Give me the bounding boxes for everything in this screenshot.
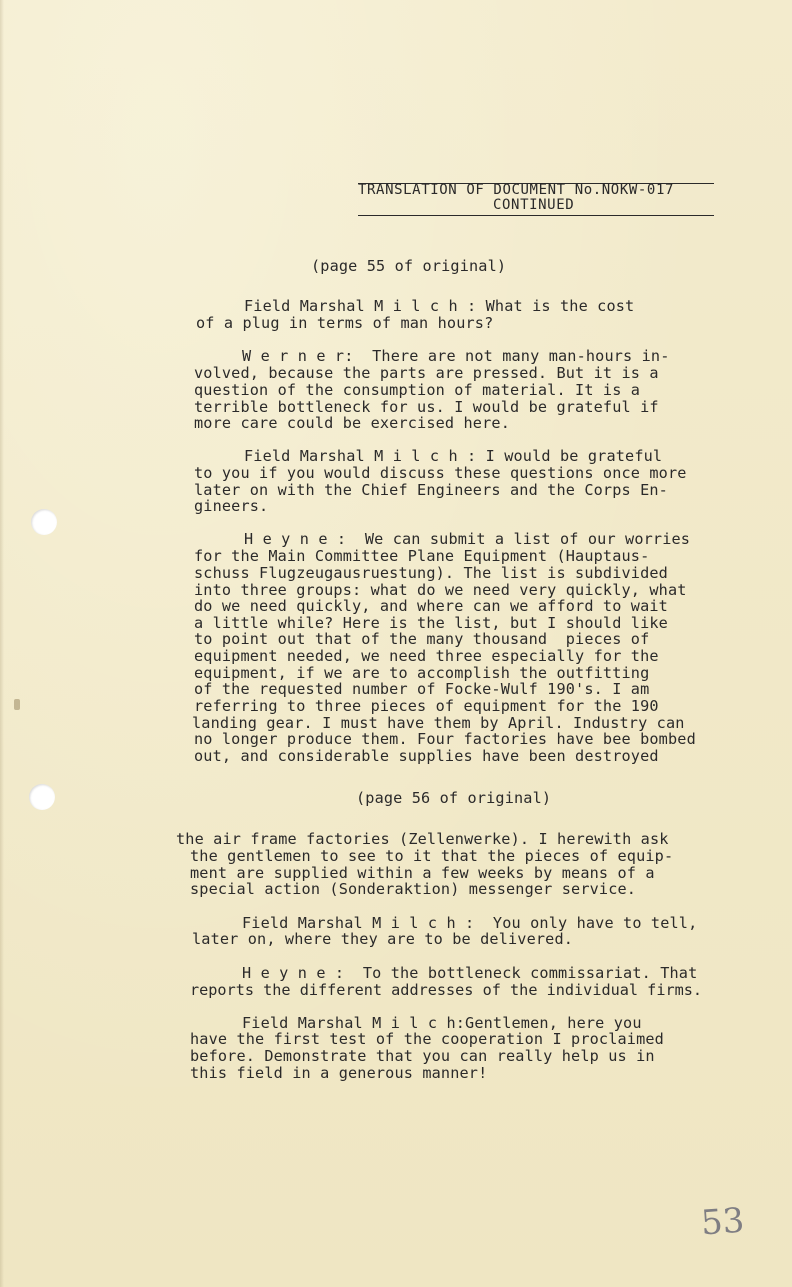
paragraph-line: do we need quickly, and where can we afford to wait bbox=[194, 597, 668, 615]
paragraph-line: before. Demonstrate that you can really help us in bbox=[190, 1047, 655, 1065]
paragraph-line: of a plug in terms of man hours? bbox=[196, 314, 494, 332]
paragraph-line: Field Marshal M i l c h:Gentlemen, here you bbox=[242, 1014, 642, 1032]
paragraph-line: later on, where they are to be delivered. bbox=[192, 930, 574, 948]
paragraph-line: equipment, if we are to accomplish the outfitting bbox=[194, 664, 650, 682]
paragraph-line: volved, because the parts are pressed. But it is a bbox=[194, 364, 659, 382]
punch-hole bbox=[29, 784, 55, 810]
paragraph-line: to point out that of the many thousand pieces of bbox=[194, 630, 650, 648]
paragraph-line: H e y n e : To the bottleneck commissariat. That bbox=[242, 964, 698, 982]
paragraph-line: into three groups: what do we need very quickly, what bbox=[194, 581, 687, 599]
paragraph-line: question of the consumption of material. It is a bbox=[194, 381, 641, 399]
paragraph-line: the air frame factories (Zellenwerke). I herewith ask bbox=[176, 830, 669, 848]
paragraph-line: to you if you would discuss these questions once more bbox=[194, 464, 687, 482]
paragraph-line: H e y n e : We can submit a list of our worries bbox=[244, 530, 691, 548]
document-title: TRANSLATION OF DOCUMENT No.NOKW-017 bbox=[358, 182, 675, 198]
paragraph-line: special action (Sonderaktion) messenger service. bbox=[190, 880, 637, 898]
paragraph-line: a little while? Here is the list, but I should like bbox=[194, 614, 668, 632]
paragraph-line: W e r n e r: There are not many man-hours in- bbox=[242, 347, 670, 365]
document-subtitle: CONTINUED bbox=[493, 197, 575, 213]
paragraph-line: later on with the Chief Engineers and the Corps En- bbox=[194, 481, 668, 499]
paragraph-line: landing gear. I must have them by April. Industry can bbox=[192, 714, 685, 732]
page-marker-original: (page 55 of original) bbox=[311, 257, 507, 275]
paragraph-line: reports the different addresses of the individual firms. bbox=[190, 981, 703, 999]
page-edge-shadow bbox=[0, 0, 4, 1287]
paragraph-line: gineers. bbox=[194, 497, 269, 515]
paragraph-line: Field Marshal M i l c h : What is the cost bbox=[244, 297, 635, 315]
paragraph-line: referring to three pieces of equipment for the 190 bbox=[194, 697, 659, 715]
paragraph-line: have the first test of the cooperation I proclaimed bbox=[190, 1030, 664, 1048]
paragraph-line: ment are supplied within a few weeks by means of a bbox=[190, 864, 655, 882]
paragraph-line: out, and considerable supplies have been destroyed bbox=[194, 747, 659, 765]
paragraph-line: this field in a generous manner! bbox=[190, 1064, 488, 1082]
paragraph-line: for the Main Committee Plane Equipment (Hauptaus- bbox=[194, 547, 650, 565]
header-bottom-rule bbox=[358, 215, 714, 216]
paragraph-line: terrible bottleneck for us. I would be grateful if bbox=[194, 398, 659, 416]
page-marker-original: (page 56 of original) bbox=[356, 789, 552, 807]
paragraph-line: the gentlemen to see to it that the pieces of equip- bbox=[190, 847, 674, 865]
paper-blemish bbox=[14, 699, 20, 710]
paragraph-line: Field Marshal M i l c h : You only have to tell, bbox=[242, 914, 698, 932]
handwritten-page-number: 53 bbox=[699, 1200, 746, 1244]
paragraph-line: schuss Flugzeugausruestung). The list is subdivided bbox=[194, 564, 668, 582]
paragraph-line: no longer produce them. Four factories have bee bombed bbox=[194, 730, 696, 748]
punch-hole bbox=[31, 509, 57, 535]
paragraph-line: of the requested number of Focke-Wulf 190's. I am bbox=[194, 680, 650, 698]
paragraph-line: equipment needed, we need three especially for the bbox=[194, 647, 659, 665]
paragraph-line: more care could be exercised here. bbox=[194, 414, 510, 432]
paragraph-line: Field Marshal M i l c h : I would be grateful bbox=[244, 447, 663, 465]
